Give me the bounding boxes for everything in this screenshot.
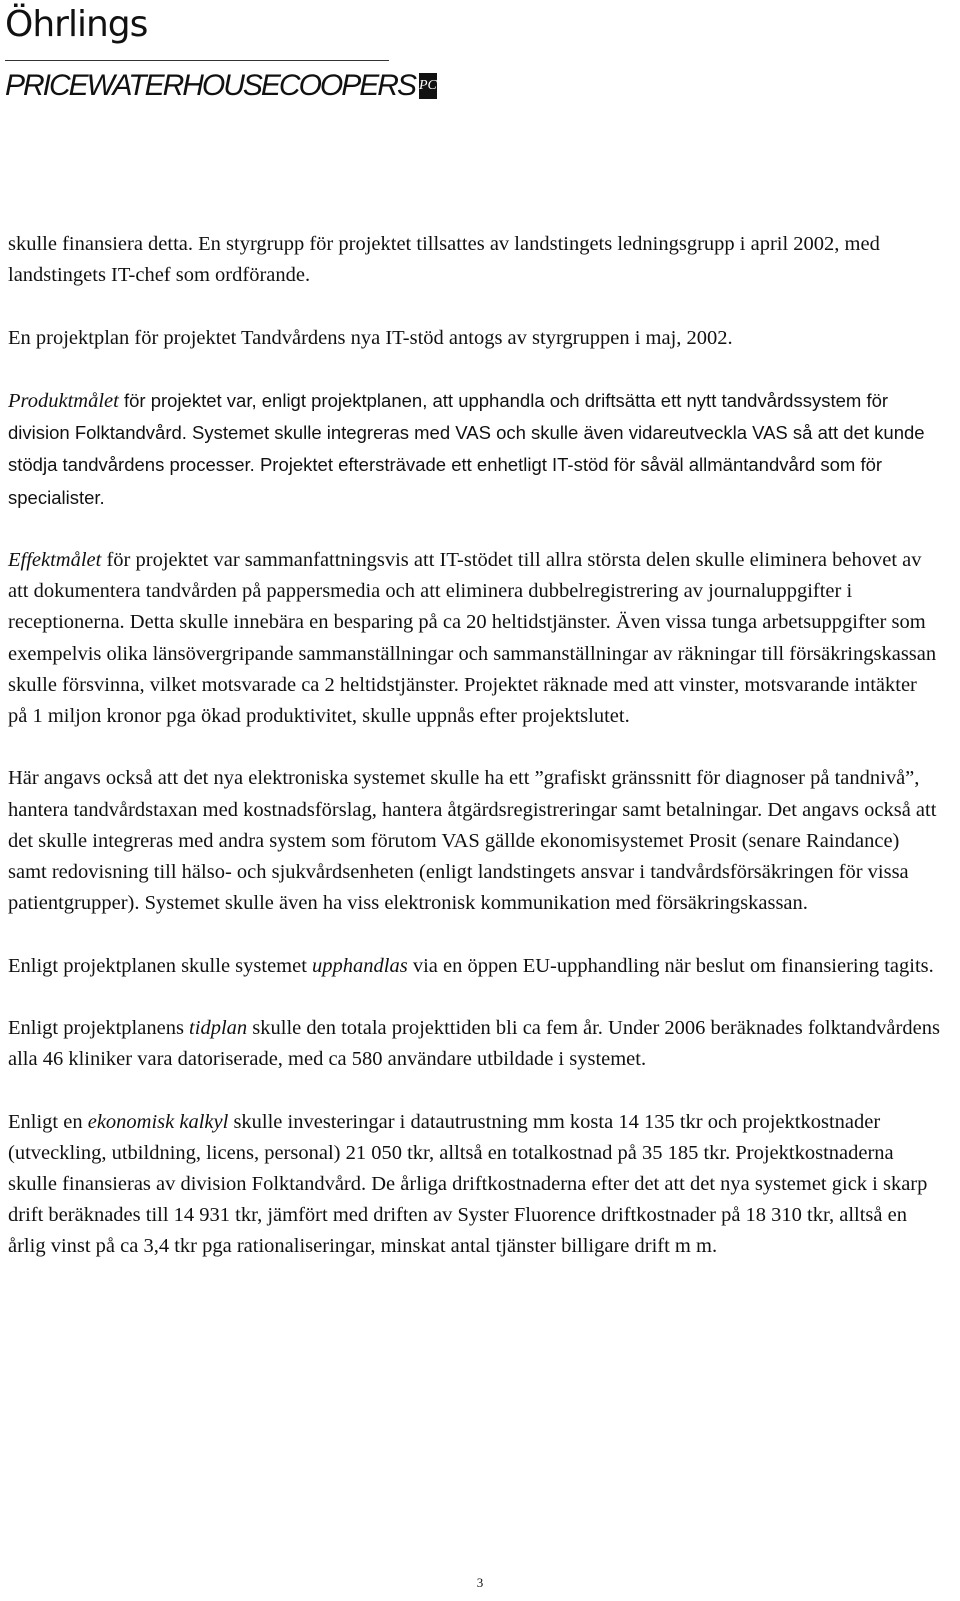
body-paragraph <box>8 229 940 291</box>
paragraph-text: Enligt projektplanen skulle systemet <box>8 954 313 977</box>
emphasized-term: tidplan <box>189 1016 248 1039</box>
paragraph-text: Här angavs också att det nya elektroniska systemet skulle ha ett ”grafiskt gränssnitt för diagnoser på tandnivå”, hantera tandvårdstaxan med kostnadsförslag, hantera åtgärdsregistreringar samt betalningar. Det angavs också att det skulle integreras med andra system som förutom VAS gällde ekonomisystemet Prosit (senare Raindance) samt redovisning till hälso- och sjukvårdsenheten (enligt landstingets ansvar i tandvårdsförsäkringen för vissa patientgrupper). Systemet skulle även ha viss elektronisk kommunikation med försäkringskassan. <box>8 767 937 915</box>
logo-network <box>5 69 437 103</box>
paragraph-text: En projektplan för projektet Tandvårdens nya IT-stöd antogs av styrgruppen i maj, 2002. <box>8 326 733 349</box>
body-paragraph <box>8 763 940 919</box>
logo-network-name: PRICEWATERHOUSECOOPERS <box>5 69 415 102</box>
paragraph-text: för projektet var, enligt projektplanen, att upphandla och driftsätta ett nytt tandvårdssystem för division Folktandvård. Systemet skulle integreras med VAS och skulle även vidareutveckla VAS så att det kunde stödja tandvårdens processer. Projektet eftersträvade ett enhetligt IT-stöd för såväl allmäntandvård som för specialister. <box>8 389 925 508</box>
paragraph-text: via en öppen EU-upphandling när beslut om finansiering tagits. <box>407 954 934 977</box>
emphasized-term: upphandlas <box>312 954 408 977</box>
emphasized-term: ekonomisk kalkyl <box>87 1110 229 1133</box>
body-paragraph <box>8 951 940 982</box>
paragraph-text: Enligt projektplanens <box>8 1016 190 1039</box>
body-paragraph <box>8 385 940 514</box>
paragraph-text: skulle finansiera detta. En styrgrupp för projektet tillsattes av landstingets ledningsgrupp i april 2002, med landstingets IT-chef som ordförande. <box>8 233 880 287</box>
emphasized-term: Effektmålet <box>8 548 102 571</box>
logo-firm-name: Öhrlings <box>5 4 148 45</box>
document-body <box>8 229 940 1294</box>
paragraph-text: skulle den totala projekttiden bli ca fem år. Under 2006 beräknades folktandvårdens alla 46 kliniker vara datoriserade, med ca 580 användare utbildade i systemet. <box>8 1016 940 1071</box>
company-logo <box>5 4 437 103</box>
emphasized-term: Produktmålet <box>8 389 119 412</box>
body-paragraph <box>8 545 940 732</box>
body-paragraph <box>8 1013 940 1075</box>
paragraph-text: skulle investeringar i datautrustning mm kosta 14 135 tkr och projektkostnader (utveckling, utbildning, licens, personal) 21 050 tkr, alltså en totalkostnad på 35 185 tkr. Projektkostnaderna skulle finansieras av division Folktandvård. De årliga driftkostnaderna efter det att det nya systemet gick i skarp drift beräknades till 14 931 tkr, jämfört med driften av Syster Fluorence driftkostnader på 18 310 tkr, alltså en årlig vinst på ca 3,4 tkr pga rationaliseringar, minskat antal tjänster billigare drift m m. <box>8 1110 928 1258</box>
body-paragraph <box>8 1107 940 1263</box>
paragraph-text: Enligt en <box>8 1110 88 1133</box>
body-paragraph <box>8 323 940 354</box>
pwc-monogram-icon: PC <box>419 73 437 99</box>
page-number: 3 <box>476 1575 484 1590</box>
paragraph-text: för projektet var sammanfattningsvis att IT-stödet till allra största delen skulle eliminera behovet av att dokumentera tandvården på pappersmedia och att eliminera dubbelregistrering av journaluppgifter i receptionerna. Detta skulle innebära en besparing på ca 20 heltidstjänster. Även vissa tunga arbetsuppgifter som exempelvis olika länsövergripande sammanställningar och sammanställningar av räkningar till försäkringskassan skulle försvinna, vilket motsvarade ca 2 heltidstjänster. Projektet räknade med att vinster, motsvarande intäkter på 1 miljon kronor pga ökad produktivitet, skulle uppnås efter projektslutet. <box>8 548 937 727</box>
logo-divider <box>5 60 389 61</box>
